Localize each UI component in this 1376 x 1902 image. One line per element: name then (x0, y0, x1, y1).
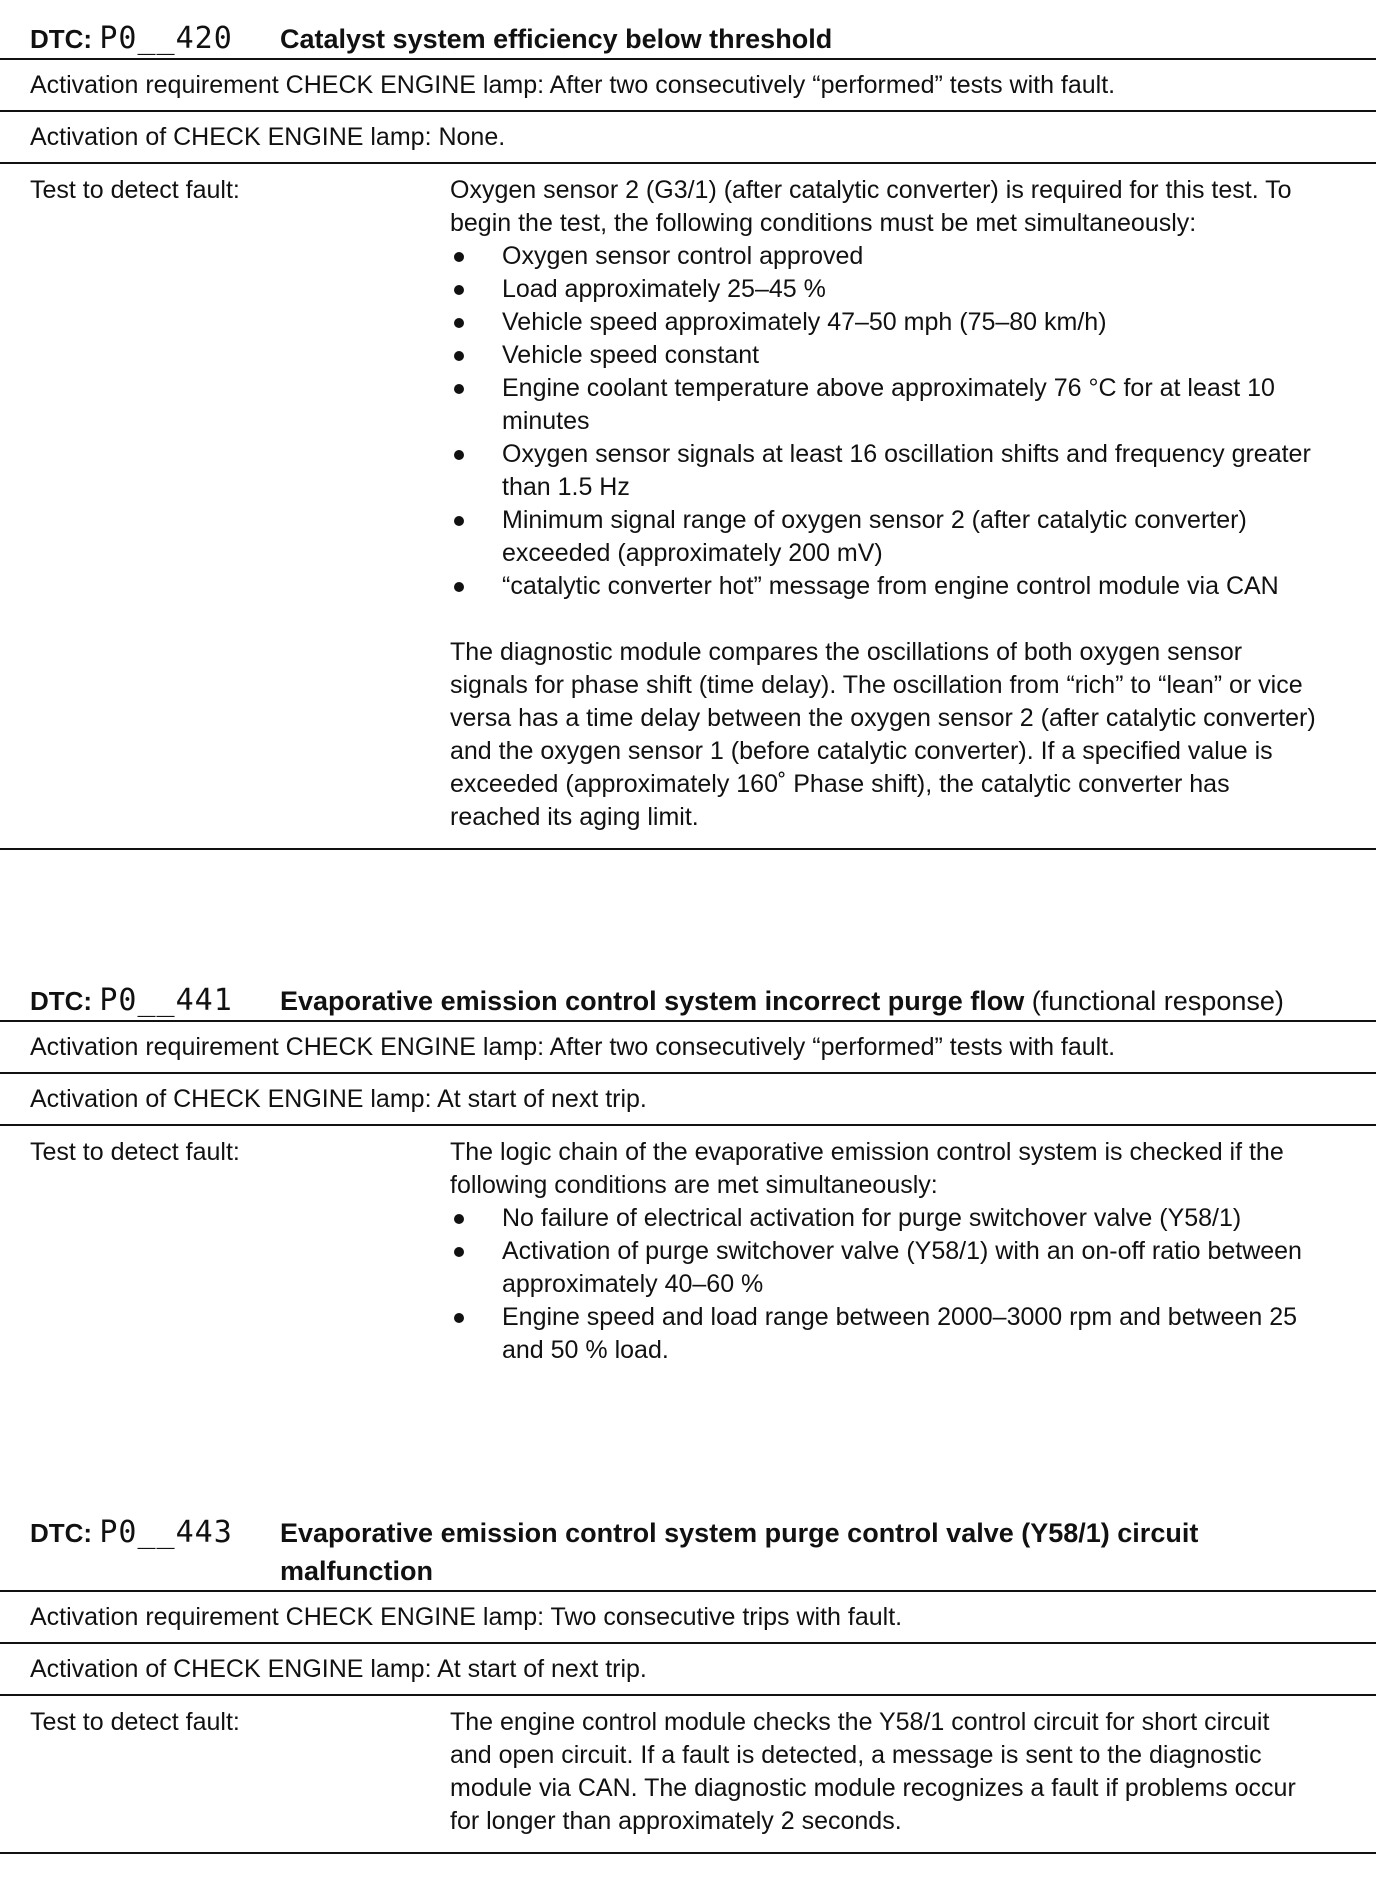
test-label: Test to detect fault: (30, 1138, 240, 1166)
test-label: Test to detect fault: (30, 1708, 240, 1736)
test-intro: The logic chain of the evaporative emission control system is checked if the following conditions are met simultaneously: (450, 1138, 1284, 1199)
dtc-header (0, 1514, 1376, 1592)
dtc-label: DTC: P0__420 (30, 21, 233, 56)
activation-lamp: Activation of CHECK ENGINE lamp: At start of next trip. (0, 1644, 1376, 1696)
dtc-code: P0__420 (99, 21, 233, 56)
dtc-section-p0441 (0, 982, 1376, 1381)
test-intro: Oxygen sensor 2 (G3/1) (after catalytic converter) is required for this test. To begin the test, the following conditions must be met simultaneously: (450, 176, 1292, 237)
test-body (450, 1706, 1316, 1838)
activation-requirement: Activation requirement CHECK ENGINE lamp: After two consecutively “performed” tests with fault. (0, 60, 1376, 112)
test-intro: The engine control module checks the Y58/1 control circuit for short circuit and open circuit. If a fault is detected, a message is sent to the diagnostic module via CAN. The diagnostic module recognizes a fault if problems occur for longer than approximately 2 seconds. (450, 1708, 1296, 1835)
condition-item: Oxygen sensor control approved (450, 240, 1316, 273)
activation-requirement: Activation requirement CHECK ENGINE lamp: Two consecutive trips with fault. (0, 1592, 1376, 1644)
dtc-code: P0__441 (99, 983, 233, 1018)
condition-item: Vehicle speed approximately 47–50 mph (75–80 km/h) (450, 306, 1316, 339)
dtc-title: Evaporative emission control system purge control valve (Y58/1) circuit malfunction (280, 1518, 1199, 1586)
test-to-detect-fault (0, 164, 1376, 850)
condition-list (450, 240, 1316, 603)
condition-item: Minimum signal range of oxygen sensor 2 (after catalytic converter) exceeded (approximately 200 mV) (450, 504, 1316, 570)
test-body (450, 174, 1316, 834)
condition-item: Load approximately 25–45 % (450, 273, 1316, 306)
activation-requirement: Activation requirement CHECK ENGINE lamp: After two consecutively “performed” tests with fault. (0, 1022, 1376, 1074)
dtc-header (0, 982, 1376, 1022)
test-label: Test to detect fault: (30, 176, 240, 204)
activation-lamp: Activation of CHECK ENGINE lamp: At start of next trip. (0, 1074, 1376, 1126)
test-body (450, 1136, 1316, 1367)
dtc-code: P0__443 (99, 1515, 233, 1550)
dtc-title-note: (functional response) (1024, 986, 1284, 1016)
dtc-section-p0443 (0, 1514, 1376, 1854)
dtc-label: DTC: P0__441 (30, 983, 233, 1018)
condition-item: Vehicle speed constant (450, 339, 1316, 372)
activation-lamp: Activation of CHECK ENGINE lamp: None. (0, 112, 1376, 164)
condition-item: No failure of electrical activation for purge switchover valve (Y58/1) (450, 1202, 1316, 1235)
dtc-header (0, 20, 1376, 60)
condition-item: Engine coolant temperature above approximately 76 °C for at least 10 minutes (450, 372, 1316, 438)
test-explanation: The diagnostic module compares the oscillations of both oxygen sensor signals for phase shift (time delay). The oscillation from “rich” to “lean” or vice versa has a time delay between the oxygen sensor 2 (after catalytic converter) and the oxygen sensor 1 (before catalytic converter). If a specified value is exceeded (approximately 160˚ Phase shift), the catalytic converter has reached its aging limit. (450, 638, 1316, 831)
dtc-section-p0420 (0, 20, 1376, 850)
condition-list (450, 1202, 1316, 1367)
dtc-label: DTC: P0__443 (30, 1515, 233, 1550)
dtc-title: Evaporative emission control system incorrect purge flow (functional response) (280, 986, 1284, 1016)
test-to-detect-fault (0, 1126, 1376, 1381)
condition-item: Engine speed and load range between 2000–3000 rpm and between 25 and 50 % load. (450, 1301, 1316, 1367)
condition-item: Activation of purge switchover valve (Y58/1) with an on-off ratio between approximately 40–60 % (450, 1235, 1316, 1301)
dtc-title: Catalyst system efficiency below threshold (280, 24, 833, 54)
condition-item: “catalytic converter hot” message from engine control module via CAN (450, 570, 1316, 603)
test-to-detect-fault (0, 1696, 1376, 1854)
condition-item: Oxygen sensor signals at least 16 oscillation shifts and frequency greater than 1.5 Hz (450, 438, 1316, 504)
